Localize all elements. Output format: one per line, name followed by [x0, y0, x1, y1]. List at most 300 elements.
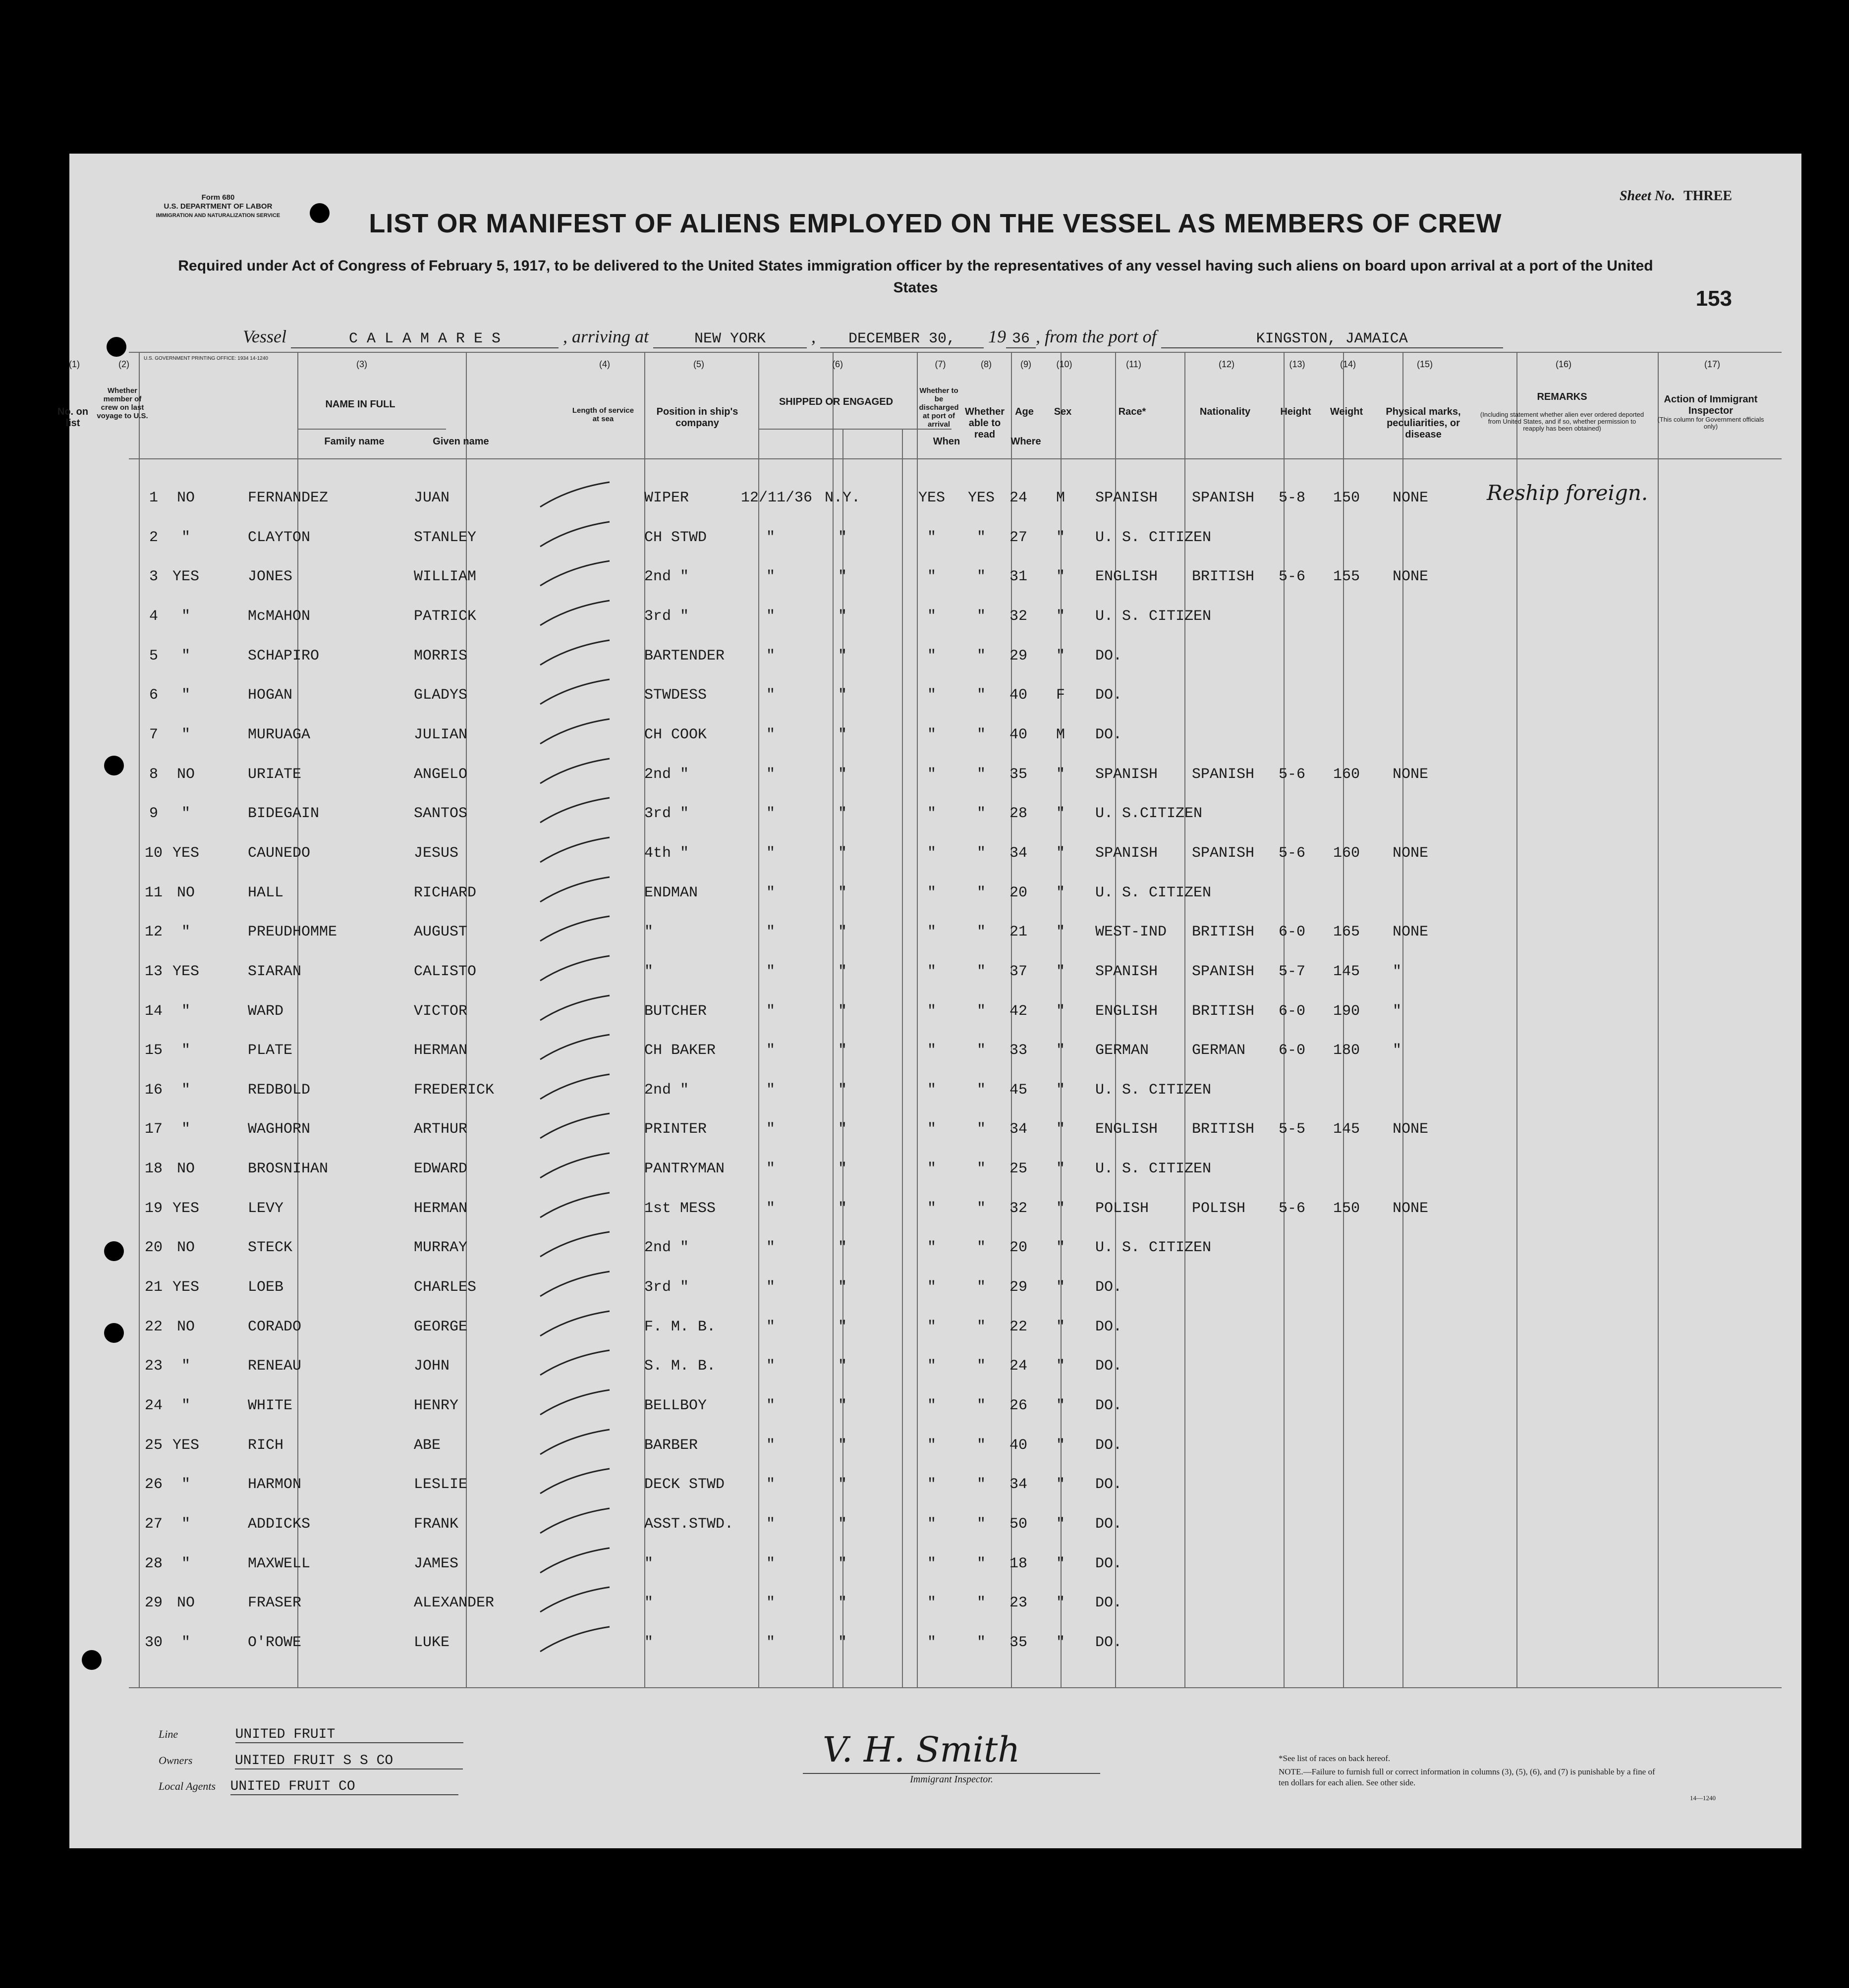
- cell-read: ": [976, 726, 986, 743]
- cell-no: 17: [144, 1121, 163, 1138]
- column-rule: [1184, 352, 1185, 1687]
- column-subheader: Given name: [433, 436, 489, 447]
- column-number: (5): [693, 359, 704, 369]
- owners-label: Owners: [159, 1754, 193, 1767]
- cell-no: 19: [144, 1200, 163, 1217]
- cell-disch: ": [927, 1397, 936, 1415]
- cell-position: ": [644, 1595, 654, 1612]
- cell-race: DO.: [1095, 1634, 1122, 1651]
- cell-when: ": [766, 963, 775, 980]
- cell-age: 29: [1009, 1279, 1027, 1296]
- cell-prev: ": [181, 924, 190, 941]
- cell-no: 29: [144, 1595, 163, 1612]
- cell-position: 2nd ": [644, 1081, 689, 1099]
- cell-disch: ": [927, 1555, 936, 1572]
- page-number: 153: [1695, 286, 1732, 311]
- cell-sex: ": [1056, 1318, 1065, 1335]
- cell-no: 28: [144, 1555, 163, 1572]
- cell-given: AUGUST: [414, 924, 468, 941]
- cell-age: 40: [1009, 726, 1027, 743]
- cell-given: HERMAN: [414, 1042, 468, 1059]
- cell-age: 25: [1009, 1160, 1027, 1178]
- penalty-note: NOTE.—Failure to furnish full or correct information in columns (3), (5), (6), and (7) is punishable by a fine of ten dollars for each alien. See other side.: [1279, 1767, 1655, 1787]
- cell-no: 8: [149, 766, 158, 783]
- table-rule: [129, 1687, 1782, 1688]
- cell-age: 29: [1009, 647, 1027, 664]
- cell-when: ": [766, 1397, 775, 1415]
- cell-family: FRASER: [248, 1595, 302, 1612]
- cell-disch: ": [927, 1239, 936, 1257]
- cell-family: CORADO: [248, 1318, 302, 1335]
- agents-value: UNITED FRUIT CO: [230, 1779, 458, 1795]
- cell-age: 32: [1009, 607, 1027, 625]
- cell-no: 6: [149, 687, 158, 704]
- cell-disch: ": [927, 529, 936, 546]
- cell-sex: ": [1056, 844, 1065, 862]
- cell-read: ": [976, 1160, 986, 1178]
- cell-position: BARTENDER: [644, 647, 725, 664]
- from-port: KINGSTON, JAMAICA: [1161, 331, 1503, 348]
- cell-marks: NONE: [1393, 568, 1429, 586]
- cell-age: 21: [1009, 924, 1027, 941]
- cell-disch: ": [927, 1081, 936, 1099]
- cell-age: 28: [1009, 805, 1027, 823]
- cell-sex: ": [1056, 805, 1065, 823]
- cell-where: ": [838, 1634, 847, 1651]
- column-number: (13): [1289, 359, 1305, 369]
- cell-position: 3rd ": [644, 1279, 689, 1296]
- cell-read: ": [976, 1121, 986, 1138]
- column-header: No. on list: [57, 406, 89, 429]
- column-header: REMARKS: [1537, 391, 1587, 402]
- cell-position: 1st MESS: [644, 1200, 716, 1217]
- cell-given: MORRIS: [414, 647, 468, 664]
- cell-no: 25: [144, 1436, 163, 1454]
- cell-when: ": [766, 687, 775, 704]
- cell-race: DO.: [1095, 1358, 1122, 1375]
- cell-race: DO.: [1095, 1555, 1122, 1572]
- cell-position: BELLBOY: [644, 1397, 707, 1415]
- cell-disch: ": [927, 1121, 936, 1138]
- cell-family: RENEAU: [248, 1358, 302, 1375]
- cell-prev: NO: [176, 884, 195, 901]
- cell-sex: F: [1056, 687, 1065, 704]
- cell-read: ": [976, 1239, 986, 1257]
- cell-given: FRANK: [414, 1516, 459, 1533]
- cell-sex: ": [1056, 568, 1065, 586]
- binder-hole: [104, 1241, 124, 1261]
- cell-disch: ": [927, 1002, 936, 1020]
- cell-family: LOEB: [248, 1279, 284, 1296]
- cell-age: 18: [1009, 1555, 1027, 1572]
- cell-where: ": [838, 1200, 847, 1217]
- column-header: Whether able to read: [965, 406, 1005, 440]
- cell-marks: ": [1393, 1042, 1402, 1059]
- cell-race: WEST-IND: [1095, 924, 1167, 941]
- cell-position: PANTRYMAN: [644, 1160, 725, 1178]
- cell-when: ": [766, 1279, 775, 1296]
- cell-position: BUTCHER: [644, 1002, 707, 1020]
- cell-when: ": [766, 1200, 775, 1217]
- cell-given: ABE: [414, 1436, 441, 1454]
- cell-read: ": [976, 805, 986, 823]
- cell-age: 40: [1009, 1436, 1027, 1454]
- cell-sex: ": [1056, 1239, 1065, 1257]
- cell-no: 11: [144, 884, 163, 901]
- inspector-label: Immigrant Inspector.: [803, 1773, 1100, 1785]
- cell-no: 16: [144, 1081, 163, 1099]
- cell-family: BROSNIHAN: [248, 1160, 329, 1178]
- cell-sex: ": [1056, 1634, 1065, 1651]
- cell-age: 23: [1009, 1595, 1027, 1612]
- cell-given: MURRAY: [414, 1239, 468, 1257]
- cell-where: ": [838, 1318, 847, 1335]
- column-header: Length of service at sea: [572, 406, 634, 423]
- cell-when: ": [766, 1121, 775, 1138]
- cell-when: ": [766, 805, 775, 823]
- cell-where: ": [838, 1555, 847, 1572]
- cell-position: ": [644, 1634, 654, 1651]
- cell-age: 32: [1009, 1200, 1027, 1217]
- cell-where: ": [838, 1516, 847, 1533]
- cell-marks: NONE: [1393, 844, 1429, 862]
- cell-read: ": [976, 766, 986, 783]
- cell-race: DO.: [1095, 726, 1122, 743]
- cell-family: REDBOLD: [248, 1081, 311, 1099]
- cell-given: JAMES: [414, 1555, 459, 1572]
- cell-age: 35: [1009, 766, 1027, 783]
- cell-prev: ": [181, 1081, 190, 1099]
- cell-read: ": [976, 844, 986, 862]
- cell-where: ": [838, 726, 847, 743]
- column-number: (3): [356, 359, 367, 369]
- cell-marks: NONE: [1393, 1200, 1429, 1217]
- cell-sex: ": [1056, 1476, 1065, 1493]
- cell-nationality: GERMAN: [1192, 1042, 1246, 1059]
- cell-read: ": [976, 1436, 986, 1454]
- cell-position: 3rd ": [644, 805, 689, 823]
- cell-marks: ": [1393, 1002, 1402, 1020]
- cell-age: 37: [1009, 963, 1027, 980]
- cell-race: DO.: [1095, 1595, 1122, 1612]
- cell-disch: ": [927, 1516, 936, 1533]
- cell-when: ": [766, 884, 775, 901]
- cell-disch: ": [927, 607, 936, 625]
- cell-read: ": [976, 1081, 986, 1099]
- cell-age: 24: [1009, 490, 1027, 506]
- cell-sex: ": [1056, 1595, 1065, 1612]
- column-header: Action of Immigrant Inspector: [1664, 394, 1758, 416]
- service-tick-mark: [535, 1149, 615, 1184]
- service-tick-mark: [535, 1386, 615, 1421]
- cell-weight: 190: [1333, 1002, 1360, 1020]
- cell-given: HENRY: [414, 1397, 459, 1415]
- cell-race: POLISH: [1095, 1200, 1149, 1217]
- cell-disch: ": [927, 568, 936, 586]
- cell-position: 2nd ": [644, 1239, 689, 1257]
- column-header: Height: [1280, 406, 1311, 417]
- cell-read: ": [976, 607, 986, 625]
- cell-race: U. S.CITIZEN: [1095, 805, 1203, 823]
- cell-position: PRINTER: [644, 1121, 707, 1138]
- year-prefix: 19: [988, 327, 1006, 346]
- cell-sex: ": [1056, 1200, 1065, 1217]
- cell-no: 24: [144, 1397, 163, 1415]
- cell-where: ": [838, 1397, 847, 1415]
- column-number: (16): [1555, 359, 1571, 369]
- cell-prev: NO: [176, 1595, 195, 1612]
- cell-given: JUAN: [414, 490, 450, 506]
- service-tick-mark: [535, 597, 615, 631]
- cell-sex: ": [1056, 924, 1065, 941]
- cell-read: ": [976, 1042, 986, 1059]
- cell-no: 18: [144, 1160, 163, 1178]
- cell-height: 6-0: [1279, 924, 1306, 941]
- cell-position: 3rd ": [644, 607, 689, 625]
- column-number: (12): [1218, 359, 1234, 369]
- vessel-name: C A L A M A R E S: [291, 331, 559, 348]
- column-header: Age: [1015, 406, 1034, 417]
- cell-position: 2nd ": [644, 568, 689, 586]
- cell-age: 20: [1009, 1239, 1027, 1257]
- service-tick-mark: [535, 1189, 615, 1223]
- service-tick-mark: [535, 1465, 615, 1499]
- cell-disch: ": [927, 1160, 936, 1178]
- cell-age: 42: [1009, 1002, 1027, 1020]
- service-tick-mark: [535, 833, 615, 868]
- cell-age: 31: [1009, 568, 1027, 586]
- service-tick-mark: [535, 755, 615, 789]
- cell-no: 14: [144, 1002, 163, 1020]
- cell-when: ": [766, 568, 775, 586]
- service-tick-mark: [535, 1109, 615, 1144]
- column-note: (Including statement whether alien ever ordered deported from United States, and if so, whether permission to reapply has been obtained): [1480, 411, 1644, 432]
- cell-prev: ": [181, 1358, 190, 1375]
- cell-prev: ": [181, 529, 190, 546]
- cell-when: ": [766, 1634, 775, 1651]
- cell-race: U. S. CITIZEN: [1095, 1160, 1212, 1178]
- cell-no: 20: [144, 1239, 163, 1257]
- service-tick-mark: [535, 1307, 615, 1342]
- cell-family: MURUAGA: [248, 726, 311, 743]
- column-number: (4): [599, 359, 610, 369]
- cell-no: 7: [149, 726, 158, 743]
- cell-given: LESLIE: [414, 1476, 468, 1493]
- cell-when: ": [766, 529, 775, 546]
- cell-no: 2: [149, 529, 158, 546]
- footer-owners-row: [159, 1753, 463, 1769]
- cell-read: ": [976, 1200, 986, 1217]
- cell-race: SPANISH: [1095, 490, 1158, 506]
- cell-sex: ": [1056, 1397, 1065, 1415]
- cell-where: ": [838, 1358, 847, 1375]
- cell-race: U. S. CITIZEN: [1095, 607, 1212, 625]
- cell-race: SPANISH: [1095, 766, 1158, 783]
- subheader-rule: [297, 429, 446, 430]
- cell-given: EDWARD: [414, 1160, 468, 1178]
- cell-prev: YES: [172, 1200, 199, 1217]
- cell-when: ": [766, 1555, 775, 1572]
- cell-height: 5-7: [1279, 963, 1306, 980]
- cell-position: ": [644, 963, 654, 980]
- from-port-label: , from the port of: [1036, 327, 1157, 346]
- owners-value: UNITED FRUIT S S CO: [235, 1753, 463, 1769]
- cell-no: 26: [144, 1476, 163, 1493]
- service-tick-mark: [535, 478, 615, 513]
- cell-weight: 145: [1333, 1121, 1360, 1138]
- cell-disch: ": [927, 1279, 936, 1296]
- cell-read: ": [976, 529, 986, 546]
- cell-given: HERMAN: [414, 1200, 468, 1217]
- cell-prev: ": [181, 647, 190, 664]
- cell-given: WILLIAM: [414, 568, 477, 586]
- cell-nationality: SPANISH: [1192, 766, 1255, 783]
- print-note: U.S. GOVERNMENT PRINTING OFFICE: 1934 14-1240: [144, 356, 268, 361]
- cell-where: ": [838, 568, 847, 586]
- cell-position: ENDMAN: [644, 884, 698, 901]
- cell-family: LEVY: [248, 1200, 284, 1217]
- cell-disch: ": [927, 1042, 936, 1059]
- cell-nationality: BRITISH: [1192, 1121, 1255, 1138]
- cell-age: 34: [1009, 1121, 1027, 1138]
- cell-position: 4th ": [644, 844, 689, 862]
- cell-nationality: BRITISH: [1192, 568, 1255, 586]
- cell-no: 4: [149, 607, 158, 625]
- cell-given: JULIAN: [414, 726, 468, 743]
- cell-where: ": [838, 1239, 847, 1257]
- line-value: UNITED FRUIT: [235, 1727, 463, 1743]
- cell-position: 2nd ": [644, 766, 689, 783]
- cell-race: DO.: [1095, 687, 1122, 704]
- cell-where: ": [838, 529, 847, 546]
- cell-height: 5-6: [1279, 1200, 1306, 1217]
- cell-sex: ": [1056, 1002, 1065, 1020]
- cell-prev: ": [181, 1002, 190, 1020]
- cell-prev: YES: [172, 963, 199, 980]
- arrival-date: DECEMBER 30,: [820, 331, 984, 348]
- service-name: IMMIGRATION AND NATURALIZATION SERVICE: [156, 213, 280, 219]
- column-subheader: When: [933, 436, 960, 447]
- cell-prev: ": [181, 1042, 190, 1059]
- service-tick-mark: [535, 1544, 615, 1579]
- vessel-label: Vessel: [243, 327, 286, 346]
- cell-read: ": [976, 1634, 986, 1651]
- cell-nationality: SPANISH: [1192, 490, 1255, 506]
- cell-family: FERNANDEZ: [248, 490, 329, 506]
- cell-where: ": [838, 805, 847, 823]
- cell-position: BARBER: [644, 1436, 698, 1454]
- cell-marks: ": [1393, 963, 1402, 980]
- cell-family: URIATE: [248, 766, 302, 783]
- service-tick-mark: [535, 518, 615, 552]
- cell-family: MAXWELL: [248, 1555, 311, 1572]
- sheet-label: Sheet No.: [1619, 188, 1675, 204]
- cell-family: WARD: [248, 1002, 284, 1020]
- cell-given: RICHARD: [414, 884, 477, 901]
- cell-where: ": [838, 884, 847, 901]
- cell-age: 40: [1009, 687, 1027, 704]
- column-header: SHIPPED OR ENGAGED: [779, 396, 894, 407]
- cell-age: 33: [1009, 1042, 1027, 1059]
- cell-no: 3: [149, 568, 158, 586]
- cell-position: CH STWD: [644, 529, 707, 546]
- cell-height: 5-5: [1279, 1121, 1306, 1138]
- service-tick-mark: [535, 952, 615, 987]
- cell-race: DO.: [1095, 647, 1122, 664]
- column-number: (6): [832, 359, 843, 369]
- cell-nationality: BRITISH: [1192, 924, 1255, 941]
- cell-disch: ": [927, 1436, 936, 1454]
- cell-race: U. S. CITIZEN: [1095, 1081, 1212, 1099]
- cell-position: CH BAKER: [644, 1042, 716, 1059]
- cell-no: 12: [144, 924, 163, 941]
- line-label: Line: [159, 1728, 178, 1740]
- cell-weight: 160: [1333, 766, 1360, 783]
- cell-sex: ": [1056, 607, 1065, 625]
- cell-read: ": [976, 963, 986, 980]
- column-number: (11): [1126, 359, 1141, 369]
- cell-race: SPANISH: [1095, 844, 1158, 862]
- cell-race: DO.: [1095, 1516, 1122, 1533]
- cell-where: ": [838, 1121, 847, 1138]
- cell-given: LUKE: [414, 1634, 450, 1651]
- cell-read: ": [976, 1279, 986, 1296]
- cell-prev: YES: [172, 1436, 199, 1454]
- cell-when: ": [766, 844, 775, 862]
- service-tick-mark: [535, 636, 615, 671]
- cell-race: U. S. CITIZEN: [1095, 529, 1212, 546]
- sheet-value: THREE: [1683, 188, 1732, 204]
- cell-no: 21: [144, 1279, 163, 1296]
- cell-sex: ": [1056, 766, 1065, 783]
- cell-prev: NO: [176, 1318, 195, 1335]
- cell-where: N.Y.: [824, 490, 860, 506]
- arrival-port: NEW YORK: [653, 331, 807, 348]
- binder-hole: [82, 1650, 102, 1670]
- cell-prev: ": [181, 1555, 190, 1572]
- cell-prev: ": [181, 1634, 190, 1651]
- cell-no: 22: [144, 1318, 163, 1335]
- service-tick-mark: [535, 1346, 615, 1381]
- cell-height: 6-0: [1279, 1002, 1306, 1020]
- cell-remarks: Reship foreign.: [1487, 481, 1648, 505]
- cell-marks: NONE: [1393, 924, 1429, 941]
- cell-given: JESUS: [414, 844, 459, 862]
- binder-hole: [107, 337, 126, 357]
- cell-given: JOHN: [414, 1358, 450, 1375]
- form-code: 14—1240: [1690, 1794, 1716, 1802]
- cell-family: O'ROWE: [248, 1634, 302, 1651]
- cell-race: DO.: [1095, 1436, 1122, 1454]
- cell-disch: YES: [918, 490, 945, 506]
- cell-nationality: POLISH: [1192, 1200, 1246, 1217]
- cell-position: CH COOK: [644, 726, 707, 743]
- subheader-rule: [758, 429, 952, 430]
- cell-sex: ": [1056, 1121, 1065, 1138]
- cell-height: 5-6: [1279, 844, 1306, 862]
- inspector-signature: V. H. Smith: [823, 1729, 1020, 1770]
- cell-family: JONES: [248, 568, 293, 586]
- cell-read: ": [976, 1595, 986, 1612]
- cell-family: WAGHORN: [248, 1121, 311, 1138]
- cell-race: U. S. CITIZEN: [1095, 884, 1212, 901]
- column-header: Position in ship's company: [656, 406, 738, 429]
- column-header: Weight: [1330, 406, 1363, 417]
- cell-given: GEORGE: [414, 1318, 468, 1335]
- manifest-sheet: [57, 154, 1801, 1848]
- cell-race: DO.: [1095, 1279, 1122, 1296]
- cell-prev: ": [181, 607, 190, 625]
